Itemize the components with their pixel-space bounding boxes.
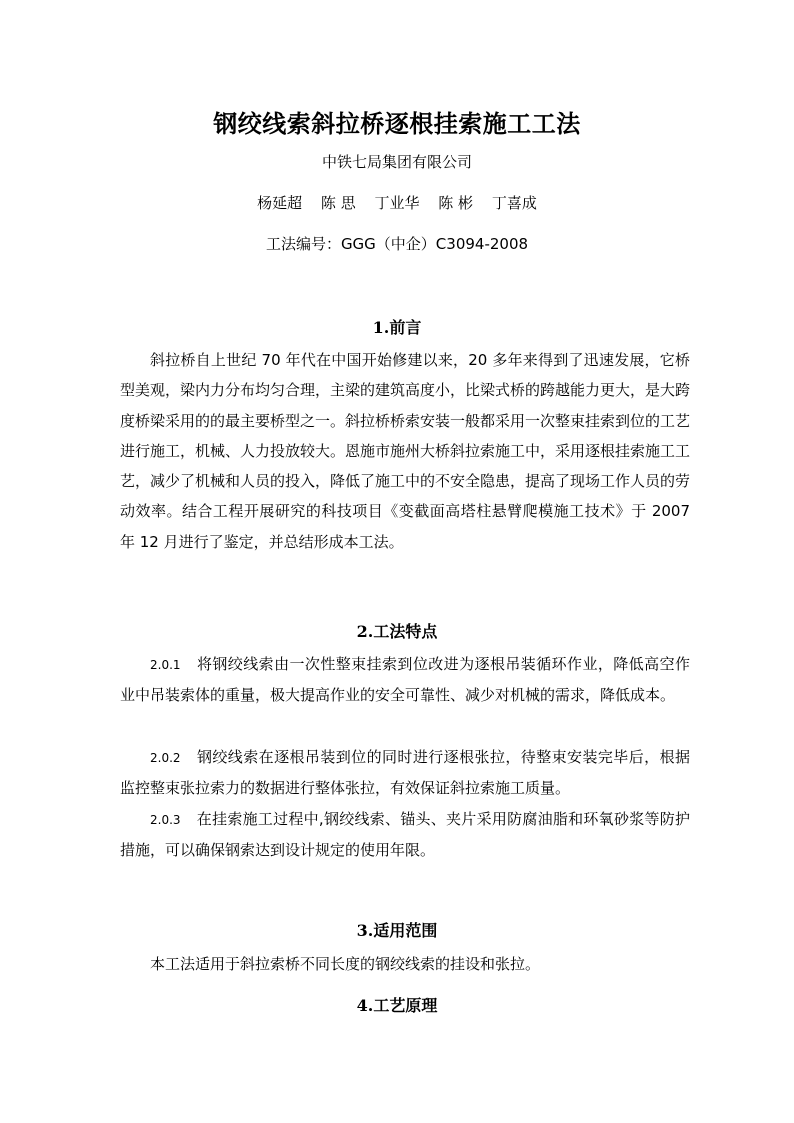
clause-2-0-2: [120, 742, 690, 804]
clause-number: 2.0.1: [150, 658, 181, 672]
clause-text: 在挂索施工过程中,钢绞线索、锚头、夹片采用防腐油脂和环氧砂浆等防护措施，可以确保钢索达到设计规定的使用年限。: [120, 810, 690, 860]
clause-2-0-3: [120, 804, 690, 866]
clause-text: 钢绞线索在逐根吊装到位的同时进行逐根张拉，待整束安装完毕后，根据监控整束张拉索力的数据进行整体张拉，有效保证斜拉索施工质量。: [120, 748, 690, 798]
scope-paragraph: 本工法适用于斜拉索桥不同长度的钢绞线索的挂设和张拉。: [150, 955, 541, 973]
document-title: 钢绞线索斜拉桥逐根挂索施工工法: [213, 110, 581, 138]
author-name: 丁喜成: [491, 194, 537, 212]
clause-2-0-1: [120, 649, 690, 711]
clause-number: 2.0.3: [150, 813, 181, 827]
section-heading-principle: 4.工艺原理: [356, 996, 438, 1015]
author-list: [0, 192, 794, 213]
section-heading-features: 2.工法特点: [356, 622, 438, 641]
section-heading-foreword: 1.前言: [372, 318, 422, 337]
organization-name: 中铁七局集团有限公司: [321, 153, 472, 171]
clause-text: 将钢绞线索由一次性整束挂索到位改进为逐根吊装循环作业，降低高空作业中吊装索体的重量，极大提高作业的安全可靠性、减少对机械的需求，降低成本。: [120, 655, 690, 705]
section-heading-scope: 3.适用范围: [356, 921, 438, 940]
author-name: 陈 思: [320, 194, 356, 212]
method-code: 工法编号：GGG（中企）C3094-2008: [265, 235, 529, 253]
clause-number: 2.0.2: [150, 751, 181, 765]
foreword-paragraph: 斜拉桥自上世纪 70 年代在中国开始修建以来，20 多年来得到了迅速发展，它桥型美观，梁内力分布均匀合理，主梁的建筑高度小，比梁式桥的跨越能力更大，是大跨度桥梁采用的的最主要桥型之一。斜拉桥桥索安装一般都采用一次整束挂索到位的工艺进行施工，机械、人力投放较大。恩施市施州大桥斜拉索施工中，采用逐根挂索施工工艺，减少了机械和人员的投入，降低了施工中的不安全隐患，提高了现场工作人员的劳动效率。结合工程开展研究的科技项目《变截面高塔柱悬臂爬模施工技术》于 2007 年 12 月进行了鉴定，并总结形成本工法。: [120, 351, 691, 551]
author-name: 杨延超: [257, 194, 303, 212]
author-name: 陈 彬: [438, 194, 474, 212]
author-name: 丁业华: [374, 194, 420, 212]
